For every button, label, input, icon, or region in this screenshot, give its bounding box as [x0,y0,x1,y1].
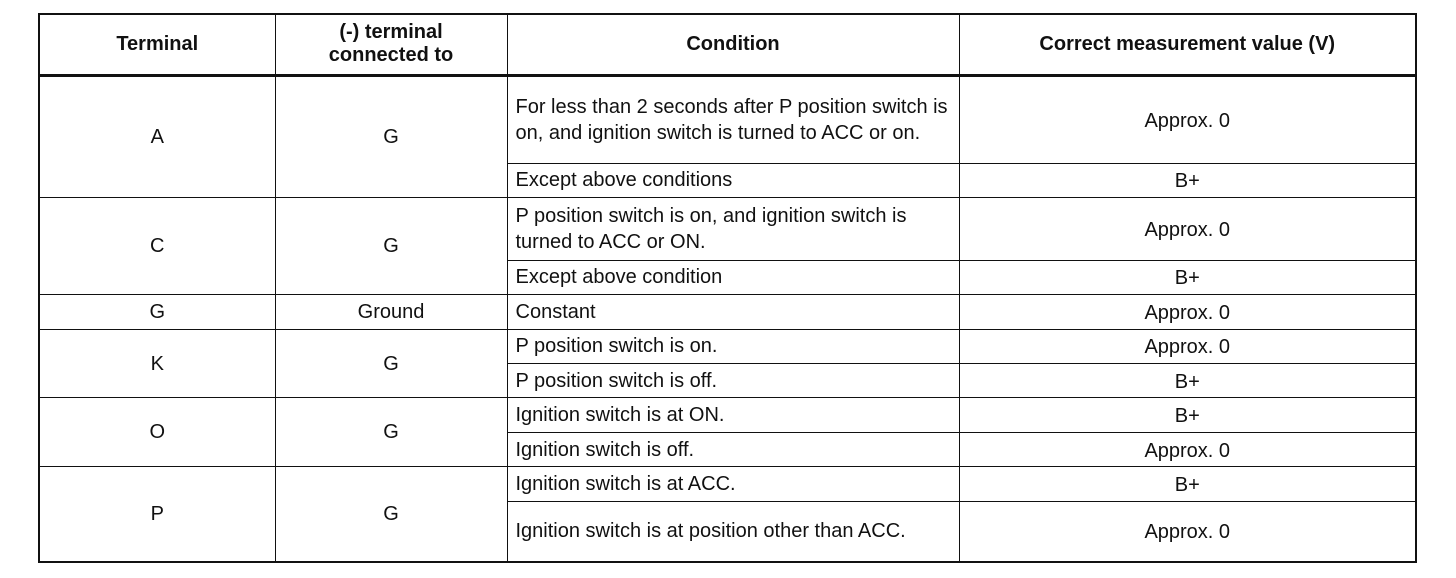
header-terminal: Terminal [39,14,275,75]
value-cell: Approx. 0 [959,501,1416,562]
value-cell: B+ [959,260,1416,294]
condition-cell: Ignition switch is at position other than ACC. [507,501,959,562]
value-cell: Approx. 0 [959,75,1416,163]
value-cell: Approx. 0 [959,295,1416,329]
connected-to-cell: G [275,198,507,295]
condition-cell: P position switch is off. [507,364,959,398]
condition-cell: Constant [507,295,959,329]
value-cell: Approx. 0 [959,198,1416,261]
terminal-measurement-table [38,13,1417,563]
connected-to-cell: G [275,75,507,198]
value-cell: B+ [959,364,1416,398]
connected-to-cell: Ground [275,295,507,329]
value-cell: B+ [959,467,1416,501]
condition-cell: Except above condition [507,260,959,294]
connected-to-cell: G [275,329,507,398]
terminal-cell: A [39,75,275,198]
header-negative-terminal: (-) terminal connected to [275,14,507,75]
value-cell: B+ [959,163,1416,197]
condition-cell: P position switch is on, and ignition switch is turned to ACC or ON. [507,198,959,261]
value-cell: Approx. 0 [959,329,1416,363]
value-cell: Approx. 0 [959,432,1416,466]
table-row [39,75,1416,163]
table-row [39,398,1416,432]
condition-cell: Ignition switch is off. [507,432,959,466]
value-cell: B+ [959,398,1416,432]
condition-cell: For less than 2 seconds after P position switch is on, and ignition switch is turned to ACC or on. [507,75,959,163]
condition-cell: P position switch is on. [507,329,959,363]
condition-cell: Except above conditions [507,163,959,197]
condition-cell: Ignition switch is at ON. [507,398,959,432]
table-row [39,329,1416,363]
terminal-cell: K [39,329,275,398]
terminal-cell: O [39,398,275,467]
table-header-row [39,14,1416,75]
condition-cell: Ignition switch is at ACC. [507,467,959,501]
terminal-cell: C [39,198,275,295]
terminal-cell: G [39,295,275,329]
connected-to-cell: G [275,398,507,467]
connected-to-cell: G [275,467,507,562]
header-measurement-value: Correct measurement value (V) [959,14,1416,75]
header-condition: Condition [507,14,959,75]
table-row [39,295,1416,329]
table-row [39,467,1416,501]
terminal-cell: P [39,467,275,562]
table-row [39,198,1416,261]
